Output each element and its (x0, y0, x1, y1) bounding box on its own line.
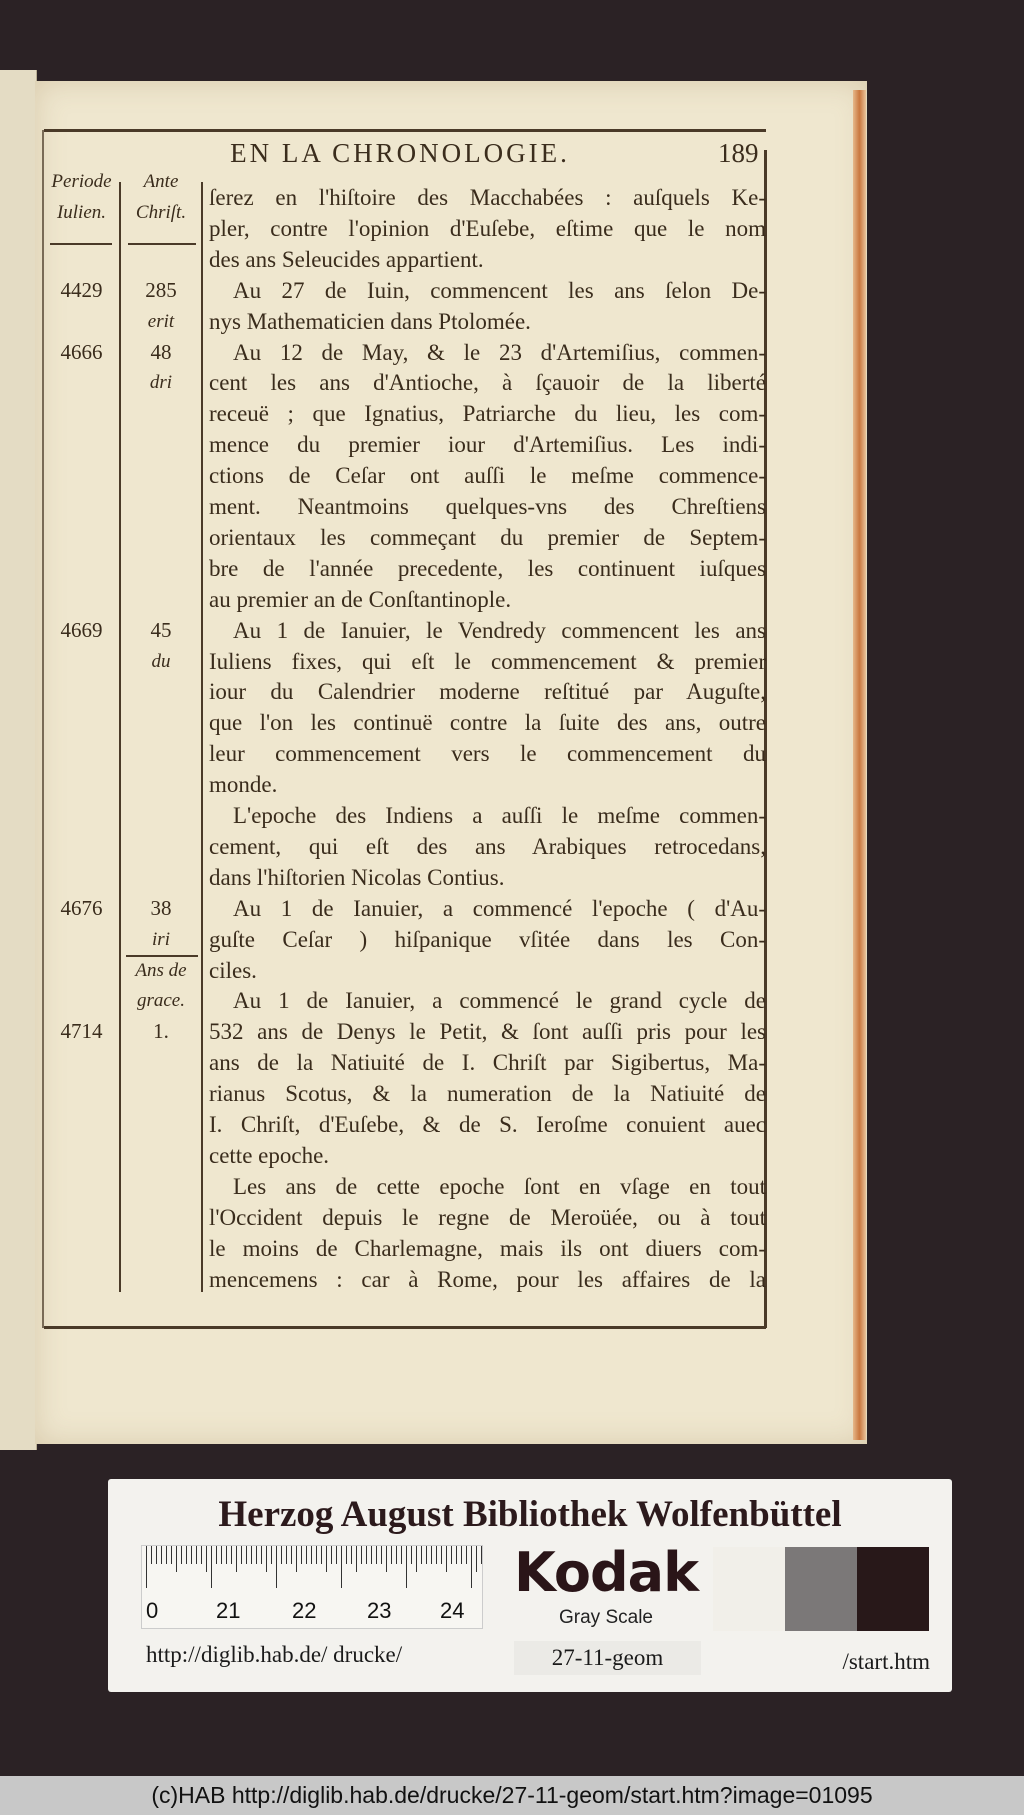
ruler-tick (351, 1546, 352, 1564)
ruler-tick (301, 1546, 302, 1564)
ruler-tick (356, 1546, 357, 1572)
ruler-tick (261, 1546, 262, 1564)
ante-christ-year: 48 (150, 339, 172, 364)
ruler-tick (181, 1546, 182, 1564)
ruler-tick (231, 1546, 232, 1564)
ruler-label: 23 (367, 1598, 392, 1623)
ruler-tick (381, 1546, 382, 1564)
julian-period-year: 4714 (60, 1019, 103, 1044)
left-frame-rule (42, 130, 44, 1328)
bottom-rule (44, 1326, 766, 1329)
ruler-tick (266, 1546, 267, 1572)
ruler-tick (341, 1546, 342, 1588)
col1-header-rule (50, 243, 112, 245)
text-line: cette epoche. (209, 1142, 330, 1168)
ruler-label: 22 (292, 1598, 317, 1623)
top-rule (44, 129, 766, 132)
col1-header: Iulien. (56, 202, 107, 223)
ruler-label: 24 (440, 1598, 465, 1623)
text-line: nys Mathematicien dans Ptolomée. (209, 308, 531, 334)
ruler-tick (321, 1546, 322, 1564)
gray-patch-black (857, 1547, 929, 1631)
ruler-tick (411, 1546, 412, 1564)
ruler-tick (286, 1546, 287, 1564)
shelfmark-label: 27-11-geom (514, 1641, 701, 1675)
color-reference-card (108, 1479, 952, 1692)
text-line: Au 12 de May, & le 23 d'Artemiſius, commen- (233, 339, 766, 365)
ruler-tick (146, 1546, 147, 1588)
col2-header: Chriſt. (135, 202, 187, 223)
ruler-tick (211, 1546, 212, 1588)
gray-patch-white (713, 1547, 785, 1631)
text-line: receuë ; que Ignatius, Patriarche du lieu, les com- (209, 401, 766, 427)
text-line: pler, contre l'opinion d'Euſebe, eſtime que le nom (209, 215, 766, 241)
ruler (141, 1545, 483, 1629)
ruler-tick (481, 1546, 482, 1564)
ante-christ-year: dri (149, 372, 173, 394)
text-line: ſerez en l'hiſtoire des Macchabées : auſquels Ke- (209, 185, 766, 210)
ruler-tick (256, 1546, 257, 1564)
ruler-tick (221, 1546, 222, 1564)
ruler-tick (421, 1546, 422, 1564)
text-line: I. Chriſt, d'Euſebe, & de S. Ieroſme conuient auec (209, 1112, 766, 1137)
ruler-tick (166, 1546, 167, 1564)
text-line: mencemens : car à Rome, pour les affaires de la (209, 1266, 766, 1292)
ante-christ-year: 38 (150, 895, 172, 920)
ruler-tick (366, 1546, 367, 1564)
ruler-tick (276, 1546, 277, 1588)
ruler-tick (391, 1546, 392, 1564)
text-line: ans de la Natiuité de I. Chriſt par Sigibertus, Ma- (209, 1050, 766, 1076)
ruler-tick (176, 1546, 177, 1572)
ruler-tick (196, 1546, 197, 1564)
ante-christ-year: du (151, 650, 171, 672)
page-fore-edge (853, 90, 866, 1440)
ruler-tick (451, 1546, 452, 1564)
library-name: Herzog August Bibliothek Wolfenbüttel (218, 1494, 842, 1535)
text-line: Les ans de cette epoche ſont en vſage en tout (233, 1173, 766, 1199)
ante-christ-year: 285 (145, 277, 177, 302)
text-line: Au 27 de Iuin, commencent les ans ſelon De- (233, 277, 766, 303)
ruler-tick (291, 1546, 292, 1564)
ruler-tick (246, 1546, 247, 1564)
text-line: des ans Seleucides appartient. (209, 246, 484, 272)
ruler-tick (171, 1546, 172, 1564)
ruler-tick (466, 1546, 467, 1564)
ruler-tick (201, 1546, 202, 1564)
adjacent-page-edge (0, 70, 37, 1450)
ruler-tick (161, 1546, 162, 1564)
text-line: 532 ans de Denys le Petit, & ſont auſſi pris pour les (209, 1019, 766, 1045)
col1-header: Periode (51, 171, 112, 192)
text-line: rianus Scotus, & la numeration de la Natiuité de (209, 1081, 766, 1107)
page-number: 189 (718, 138, 759, 168)
col2-header: Ante (143, 171, 179, 192)
ruler-tick (426, 1546, 427, 1564)
ruler-tick (436, 1546, 437, 1564)
ruler-tick (386, 1546, 387, 1572)
ruler-tick (406, 1546, 407, 1588)
ruler-tick (431, 1546, 432, 1564)
running-head: EN LA CHRONOLOGIE. (230, 138, 570, 168)
text-line: L'epoche des Indiens a auſſi le meſme commen- (233, 803, 766, 828)
ruler-tick (206, 1546, 207, 1572)
text-line: orientaux les commeçant du premier de Septem- (209, 524, 766, 550)
text-line: que l'on les continuë contre la ſuite des ans, outre (209, 710, 766, 736)
text-line: Au 1 de Ianuier, a commencé l'epoche ( d'Au- (233, 895, 766, 921)
ruler-tick (471, 1546, 472, 1588)
ruler-label: 21 (216, 1598, 241, 1623)
ruler-tick (326, 1546, 327, 1572)
gray-patch-mid (785, 1547, 857, 1631)
ruler-label: 0 (146, 1598, 159, 1623)
julian-period-year: 4676 (60, 895, 103, 920)
text-line: au premier an de Conſtantinople. (209, 586, 512, 612)
ruler-tick (336, 1546, 337, 1564)
text-line: Au 1 de Ianuier, le Vendredy commencent les ans (233, 617, 766, 643)
ruler-tick (311, 1546, 312, 1564)
text-line: Au 1 de Ianuier, a commencé le grand cycle de (233, 988, 766, 1014)
text-line: iour du Calendrier moderne reſtitué par Auguſte, (209, 679, 766, 705)
ruler-tick (461, 1546, 462, 1564)
ruler-tick (446, 1546, 447, 1572)
ruler-tick (186, 1546, 187, 1564)
ruler-tick (251, 1546, 252, 1564)
ante-christ-year: grace. (136, 990, 185, 1012)
ruler-tick (226, 1546, 227, 1564)
kodak-logo: Kodak (514, 1541, 698, 1604)
text-line: dans l'hiſtorien Nicolas Contius. (209, 864, 505, 890)
ruler-tick (156, 1546, 157, 1564)
text-line: ciles. (209, 957, 257, 983)
ruler-tick (441, 1546, 442, 1564)
ruler-tick (281, 1546, 282, 1564)
ruler-tick (316, 1546, 317, 1564)
url-prefix: http://diglib.hab.de/ drucke/ (146, 1642, 403, 1667)
col2-header-rule (128, 243, 196, 245)
ruler-tick (361, 1546, 362, 1564)
ante-christ-year: Ans de (135, 959, 187, 981)
ruler-tick (376, 1546, 377, 1564)
ruler-tick (241, 1546, 242, 1564)
ruler-tick (296, 1546, 297, 1572)
ruler-tick (306, 1546, 307, 1564)
url-suffix: /start.htm (842, 1649, 930, 1674)
text-line: mence du premier iour d'Artemiſius. Les indi- (209, 432, 766, 458)
ruler-tick (396, 1546, 397, 1564)
ruler-tick (216, 1546, 217, 1564)
text-line: cement, qui eſt des ans Arabiques retrocedans, (209, 833, 766, 859)
ruler-tick (331, 1546, 332, 1564)
text-line: le moins de Charlemagne, mais ils ont diuers com- (209, 1235, 766, 1261)
text-line: ment. Neantmoins quelques-vns des Chreſtiens (209, 494, 766, 519)
ruler-tick (151, 1546, 152, 1564)
ruler-tick (346, 1546, 347, 1564)
text-line: guſte Ceſar ) hiſpanique vſitée dans les Con- (209, 926, 766, 952)
text-line: monde. (209, 772, 278, 798)
julian-period-year: 4666 (60, 339, 103, 364)
text-line: cent les ans d'Antioche, à ſçauoir de la liberté (209, 370, 766, 396)
julian-period-year: 4669 (60, 617, 103, 642)
copyright-footer: (c)HAB http://diglib.hab.de/drucke/27-11-geom/start.htm?image=01095 (0, 1776, 1024, 1815)
ruler-tick (416, 1546, 417, 1572)
text-line: leur commencement vers le commencement du (209, 741, 766, 767)
ruler-tick (401, 1546, 402, 1564)
ante-christ-year: 45 (150, 617, 172, 642)
text-line: Iuliens fixes, qui eſt le commencement & premier (209, 648, 766, 674)
ruler-tick (456, 1546, 457, 1564)
ruler-tick (236, 1546, 237, 1572)
ruler-tick (476, 1546, 477, 1572)
text-line: l'Occident depuis le regne de Meroüée, ou à tout (209, 1204, 766, 1230)
ante-christ-year: erit (147, 310, 175, 332)
ante-christ-year: 1. (153, 1019, 169, 1044)
text-line: bre de l'année precedente, les continuent iuſques (209, 555, 766, 581)
gray-scale-label: Gray Scale (559, 1607, 653, 1628)
ruler-tick (371, 1546, 372, 1564)
ruler-tick (191, 1546, 192, 1564)
ruler-tick (271, 1546, 272, 1564)
ante-christ-year: iri (152, 928, 170, 950)
text-line: ctions de Ceſar ont auſſi le meſme commence- (209, 463, 766, 489)
julian-period-year: 4429 (60, 277, 103, 302)
